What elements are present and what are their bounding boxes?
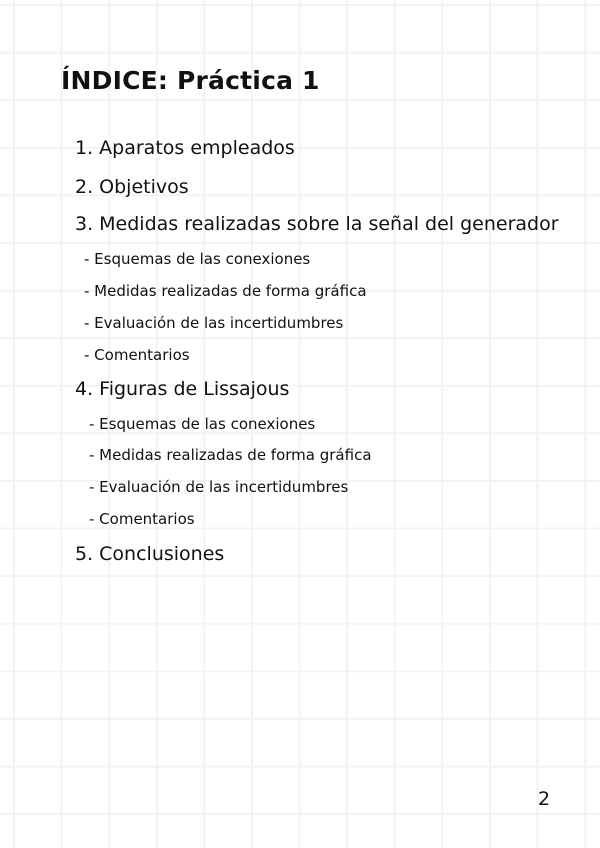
toc-item-objetivos: 2. Objetivos: [75, 176, 189, 198]
toc-subitem: - Medidas realizadas de forma gráfica: [89, 446, 372, 464]
toc-item-conclusiones: 5. Conclusiones: [75, 543, 225, 565]
toc-subitem: - Esquemas de las conexiones: [84, 250, 311, 268]
toc-subitem: - Esquemas de las conexiones: [89, 415, 316, 433]
toc-item-medidas: 3. Medidas realizadas sobre la señal del generador: [75, 213, 559, 235]
page-title: ÍNDICE: Práctica 1: [61, 66, 320, 95]
page-number: 2: [538, 788, 551, 810]
toc-subitem: - Evaluación de las incertidumbres: [84, 314, 344, 332]
toc-subitem: - Evaluación de las incertidumbres: [89, 478, 349, 496]
toc-item-aparatos: 1. Aparatos empleados: [75, 137, 295, 159]
toc-subitem: - Comentarios: [84, 346, 190, 364]
toc-item-lissajous: 4. Figuras de Lissajous: [75, 378, 290, 400]
toc-subitem: - Comentarios: [89, 510, 195, 528]
toc-subitem: - Medidas realizadas de forma gráfica: [84, 282, 367, 300]
